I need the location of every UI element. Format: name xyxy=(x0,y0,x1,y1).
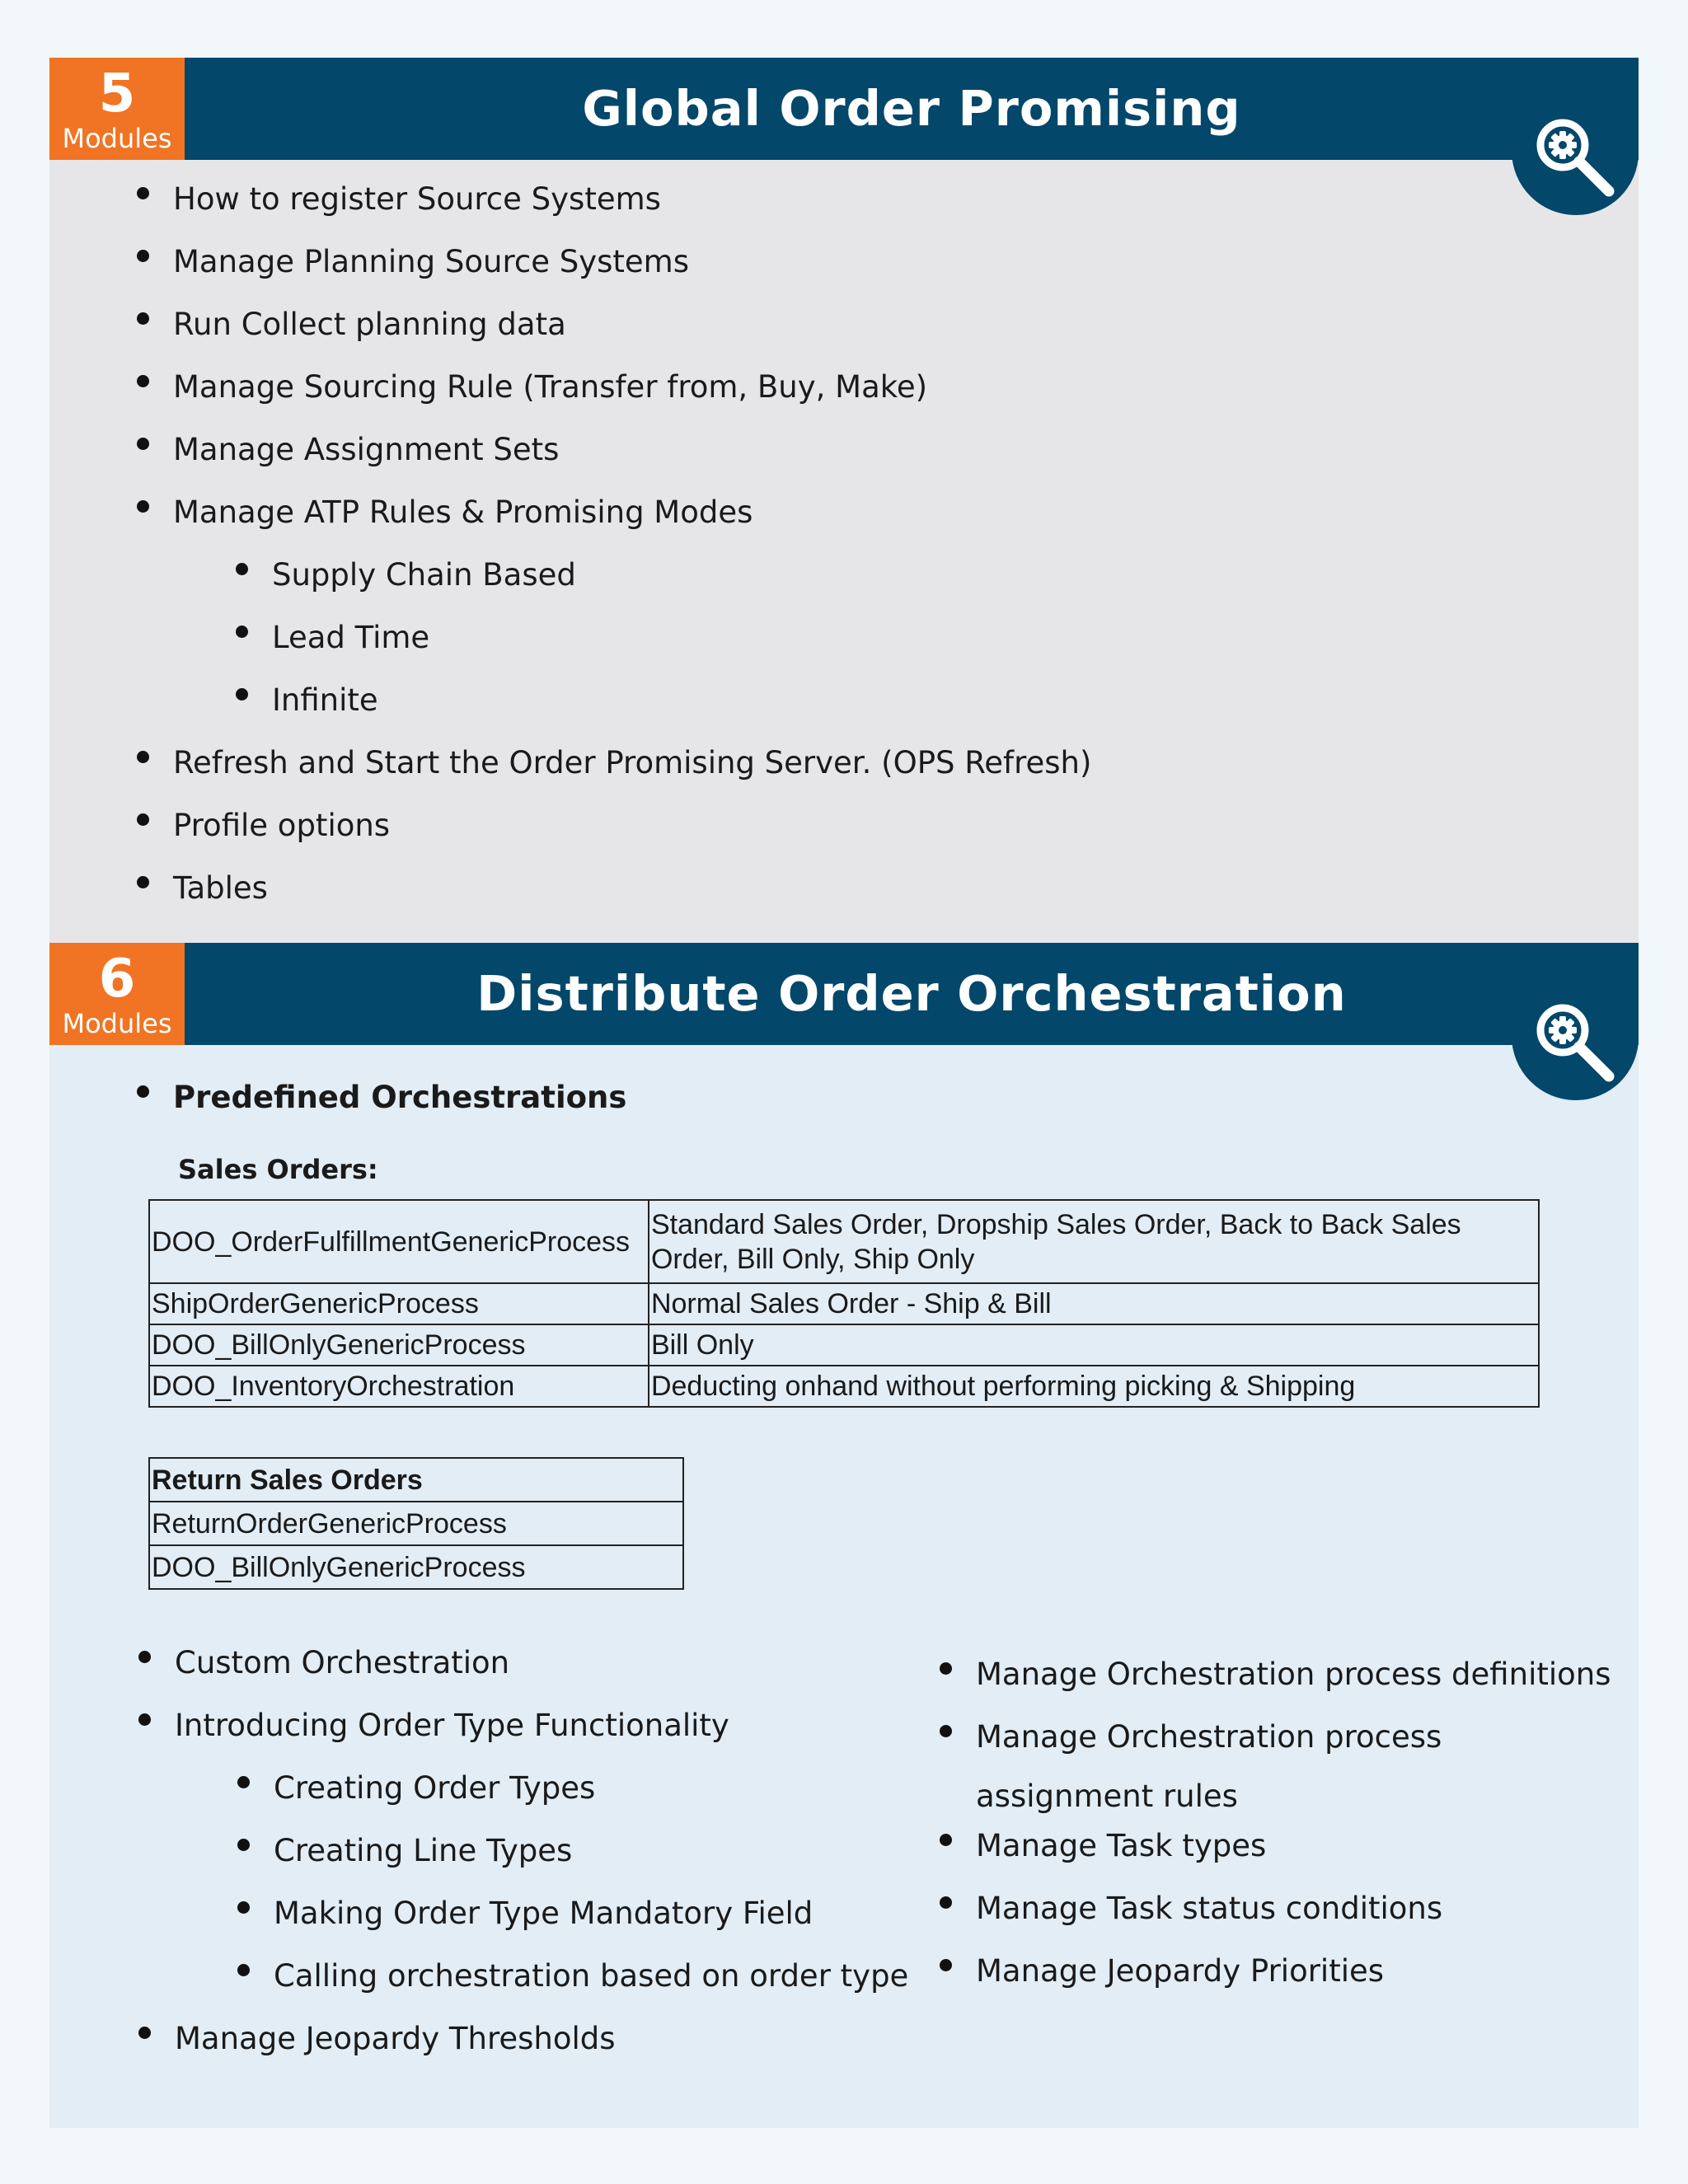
section-title: Distribute Order Orchestration xyxy=(476,965,1347,1022)
table-row xyxy=(149,1366,1539,1407)
list-item: Manage Orchestration process definitions xyxy=(938,1657,1614,1719)
list-item: Manage ATP Rules & Promising Modes xyxy=(135,494,1091,557)
list-item: Run Collect planning data xyxy=(135,307,1091,369)
list-item: Calling orchestration based on order type xyxy=(236,1958,908,2021)
list-item: Manage Task status conditions xyxy=(938,1891,1614,1953)
predefined-list xyxy=(135,1080,626,1142)
sales-orders-table xyxy=(148,1199,1540,1408)
table-row xyxy=(149,1200,1539,1283)
topic-list-left xyxy=(137,1645,908,2083)
list-item: Tables xyxy=(135,870,1091,933)
list-item: Predefined Orchestrations xyxy=(135,1080,626,1142)
section-title: Global Order Promising xyxy=(582,80,1241,137)
list-item: Manage Jeopardy Priorities xyxy=(938,1953,1614,2016)
description-cell: Normal Sales Order - Ship & Bill xyxy=(649,1283,1539,1324)
search-gear-icon xyxy=(1512,976,1639,1100)
process-name-cell: ShipOrderGenericProcess xyxy=(149,1283,649,1324)
list-item: Supply Chain Based xyxy=(234,557,1091,620)
list-item: How to register Source Systems xyxy=(135,181,1091,244)
table-row xyxy=(149,1283,1539,1324)
list-item: Manage Assignment Sets xyxy=(135,432,1091,494)
list-item: Manage Jeopardy Thresholds xyxy=(137,2021,908,2083)
list-item: Making Order Type Mandatory Field xyxy=(236,1896,908,1958)
list-item: Refresh and Start the Order Promising Server. (OPS Refresh) xyxy=(135,745,1091,808)
list-item: Lead Time xyxy=(234,620,1091,682)
table-header: Return Sales Orders xyxy=(149,1458,683,1502)
list-item: Introducing Order Type Functionality xyxy=(137,1708,908,1770)
process-name-cell: DOO_BillOnlyGenericProcess xyxy=(149,1324,649,1366)
sales-orders-heading: Sales Orders: xyxy=(178,1154,378,1185)
module-label: Modules xyxy=(62,1008,172,1039)
description-cell: Bill Only xyxy=(649,1324,1539,1366)
table-row xyxy=(149,1324,1539,1366)
list-item: Infinite xyxy=(234,682,1091,745)
process-name-cell: DOO_BillOnlyGenericProcess xyxy=(149,1545,683,1589)
return-orders-table xyxy=(148,1457,684,1590)
list-item: Manage Task types xyxy=(938,1828,1614,1891)
module-badge xyxy=(49,58,185,160)
search-gear-icon xyxy=(1512,91,1639,215)
process-name-cell: DOO_OrderFulfillmentGenericProcess xyxy=(149,1200,649,1283)
module-number: 5 xyxy=(98,63,136,124)
list-item: Creating Line Types xyxy=(236,1833,908,1896)
list-item: Manage Planning Source Systems xyxy=(135,244,1091,307)
table-row xyxy=(149,1502,683,1545)
process-name-cell: ReturnOrderGenericProcess xyxy=(149,1502,683,1545)
module-section-6 xyxy=(49,943,1639,2128)
list-item: Manage Orchestration process assignment rules xyxy=(938,1708,1614,1826)
module-number: 6 xyxy=(98,949,136,1010)
topic-list-right xyxy=(938,1657,1614,2016)
topic-list xyxy=(135,181,1091,933)
description-cell: Deducting onhand without performing picking & Shipping xyxy=(649,1366,1539,1407)
module-badge xyxy=(49,943,185,1045)
table-row xyxy=(149,1545,683,1589)
module-label: Modules xyxy=(62,123,172,154)
process-name-cell: DOO_InventoryOrchestration xyxy=(149,1366,649,1407)
list-item: Manage Sourcing Rule (Transfer from, Buy, Make) xyxy=(135,369,1091,432)
list-item: Profile options xyxy=(135,808,1091,870)
description-cell: Standard Sales Order, Dropship Sales Order, Back to Back Sales Order, Bill Only, Ship Only xyxy=(649,1200,1539,1283)
list-item: Custom Orchestration xyxy=(137,1645,908,1708)
module-section-5 xyxy=(49,58,1639,943)
list-item: Creating Order Types xyxy=(236,1770,908,1833)
